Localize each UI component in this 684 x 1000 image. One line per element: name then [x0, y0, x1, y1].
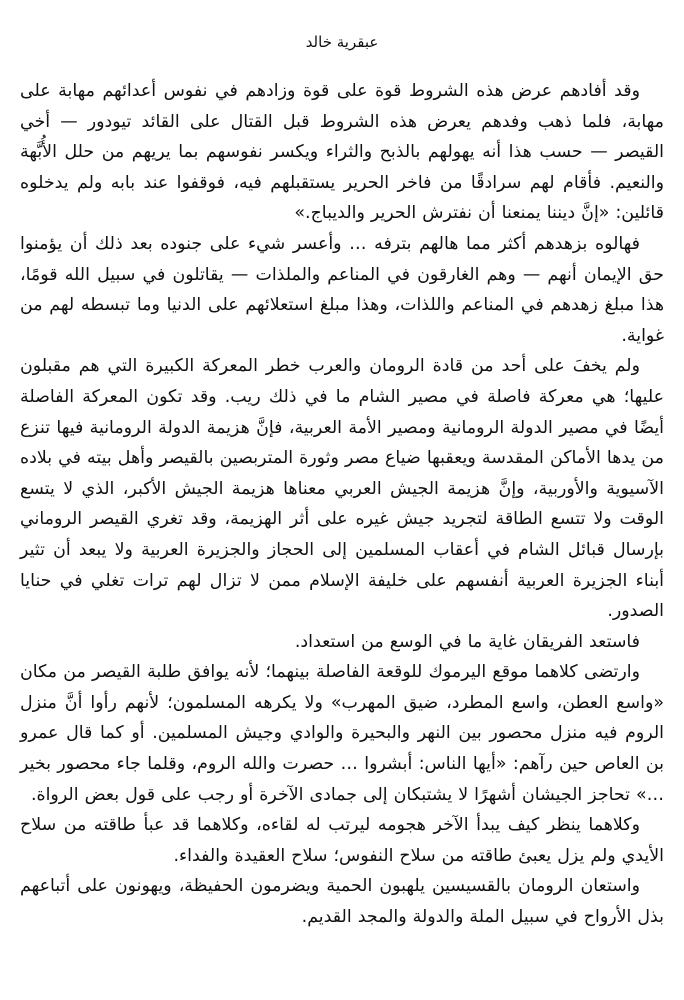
paragraph: واستعان الرومان بالقسيسين يلهبون الحمية ويضرمون الحفيظة، ويهونون على أتباعهم بذل الأرواح في سبيل الملة والدولة والمجد القديم. [20, 876, 664, 928]
paragraph: وكلاهما ينظر كيف يبدأ الآخر هجومه ليرتب له لقاءه، وكلاهما قد عبأ طاقته من سلاح الأيدي ولم يزل يعبئ طاقته من سلاح النفوس؛ سلاح العقيدة والفداء. [20, 815, 664, 866]
body-text [20, 76, 664, 933]
paragraph: وقد أفادهم عرض هذه الشروط قوة على قوة وزادهم في نفوس أعدائهم مهابة على مهابة، فلما ذهب وفدهم يعرض هذه الشروط قبل القتال على القائد تيودور — أخي القيصر — حسب هذا أنه يهولهم بالذبح والثراء ويكسر نفوسهم بما يريهم من حلل الأُبَّهة والنعيم. فأقام لهم سرادقًا من فاخر الحرير يستقبلهم فيه، فوقفوا عند بابه ولم يدخلوه قائلين: «إنَّ ديننا يمنعنا أن نفترش الحرير والديباج.» [20, 81, 664, 224]
running-header: عبقرية خالد [305, 33, 379, 51]
paragraph: فاستعد الفريقان غاية ما في الوسع من استعداد. [294, 631, 640, 652]
paragraph: وارتضى كلاهما موقع اليرموك للوقعة الفاصلة بينهما؛ لأنه يوافق طلبة القيصر من مكان «واسع العطن، واسع المطرد، ضيق المهرب» ولا يكرهه المسلمون؛ لأنهم رأوا أنَّ منزل الروم فيه منزل محصور بين النهر والبحيرة والوادي وجيش المسلمين. أو كما قال عمرو بن العاص حين رآهم: «أيها الناس: أبشروا … حصرت والله الروم، وقلما جاء محصور بخير …» تحاجز الجيشان أشهرًا لا يشتبكان إلى جمادى الآخرة أو رجب على قول بعض الرواة. [20, 662, 664, 805]
paragraph: فهالوه بزهدهم أكثر مما هالهم بترفه … وأعسر شيء على جنوده بعد ذلك أن يؤمنوا حق الإيمان أنهم — وهم الغارقون في المناعم والملذات — يقاتلون في سبيل الله قومًا، هذا مبلغ زهدهم في المناعم واللذات، وهذا مبلغ استعلائهم على الدنيا وما تبسطه لهم من غواية. [20, 233, 664, 346]
paragraph: ولم يخفَ على أحد من قادة الرومان والعرب خطر المعركة الكبيرة التي هم مقبلون عليها؛ هي معركة فاصلة في مصير الشام ما في ذلك ريب. وقد تكون المعركة الفاصلة أيضًا في مصير الدولة الرومانية ومصير الأمة العربية، فإنَّ هزيمة الدولة الرومانية فيها تنزع من يدها الأماكن المقدسة ويعقبها ضياع مصر وثورة المتربصين بالقيصر وأهل بيته في بلاده الآسيوية والأوربية، وإنَّ هزيمة الجيش العربي معناها هزيمة الجيش الأكبر، الذي لا يتسع الوقت ولا تتسع الطاقة لتجريد جيش غيره على أثر الهزيمة، وقد تغري القيصر الروماني بإرسال قبائل الشام في أعقاب المسلمين إلى الحجاز والجزيرة العربية ولا يبعد أن تثير أبناء الجزيرة العربية أنفسهم على خليفة الإسلام ممن لا تزال لهم ترات تغلي في حنايا الصدور. [20, 356, 664, 622]
